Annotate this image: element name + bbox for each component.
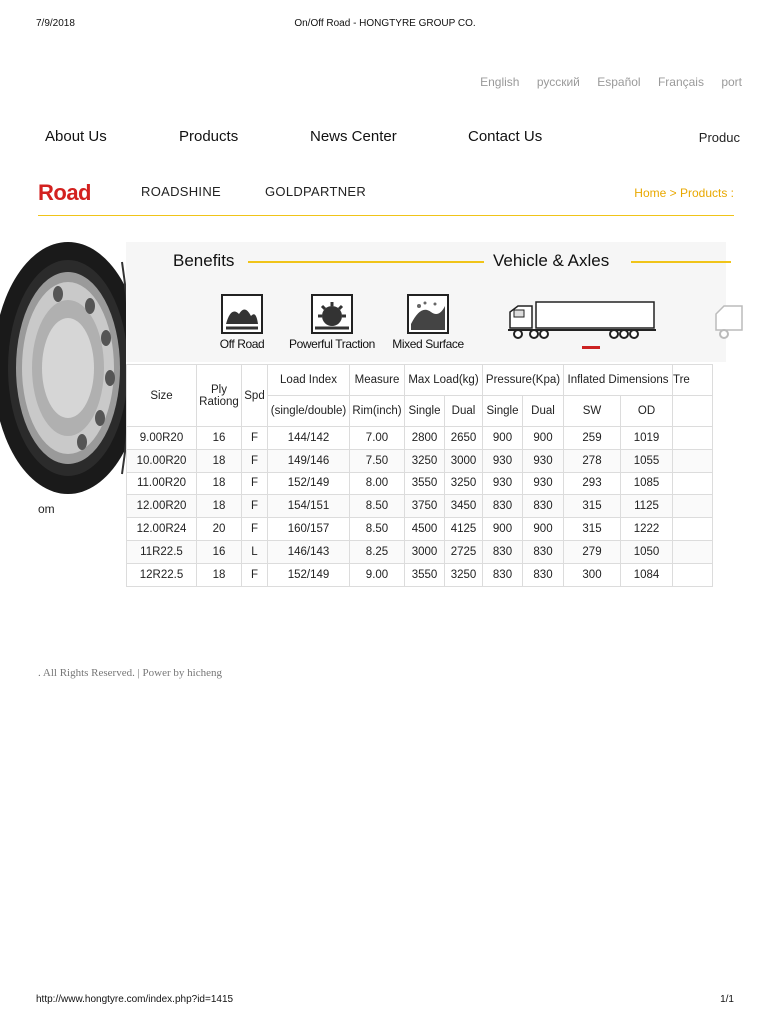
table-row: [127, 472, 713, 495]
table-row: [127, 495, 713, 518]
table-row: [127, 449, 713, 472]
cell-rim: 9.00: [350, 563, 405, 586]
site-footer: . All Rights Reserved. | Power by hicheng: [38, 667, 222, 679]
vehicle-axles-title: Vehicle & Axles: [493, 251, 610, 270]
cell-pressure-single: 930: [483, 472, 523, 495]
cell-size: 11R22.5: [127, 540, 197, 563]
cell-spd: F: [242, 427, 268, 450]
cell-max-single: 3250: [405, 449, 445, 472]
cell-sw: 315: [564, 518, 621, 541]
cell-tread: [673, 495, 713, 518]
table-row: [127, 540, 713, 563]
selected-vehicle-marker: [582, 346, 600, 349]
cell-sw: 300: [564, 563, 621, 586]
cell-rim: 8.50: [350, 495, 405, 518]
cell-load-index: 152/149: [268, 563, 350, 586]
nav-about-us[interactable]: About Us: [45, 128, 107, 145]
cell-od: 1125: [621, 495, 673, 518]
cell-size: 12R22.5: [127, 563, 197, 586]
main-nav: [38, 128, 740, 148]
cell-max-dual: 3450: [445, 495, 483, 518]
brand-roadshine[interactable]: ROADSHINE: [141, 184, 221, 199]
cell-rim: 7.00: [350, 427, 405, 450]
feature-powerful-traction: [284, 294, 380, 351]
cell-sw: 279: [564, 540, 621, 563]
lang-french[interactable]: Français: [657, 75, 704, 89]
header-spd: Spd: [242, 365, 268, 427]
header-load-index: Load Index: [268, 365, 350, 396]
cell-sw: 293: [564, 472, 621, 495]
feature-mixed-surface: [390, 294, 466, 351]
cell-pressure-single: 830: [483, 495, 523, 518]
vehicle-divider: [631, 261, 731, 263]
truck-cab-icon: [712, 298, 742, 342]
header-ply-rating: [197, 365, 242, 427]
spec-table: [126, 364, 713, 587]
table-row: [127, 518, 713, 541]
cell-ply: 20: [197, 518, 242, 541]
off-road-icon: [221, 294, 263, 334]
cell-max-dual: 3250: [445, 472, 483, 495]
cell-od: 1050: [621, 540, 673, 563]
cell-ply: 16: [197, 540, 242, 563]
semi-truck-icon: [506, 298, 658, 342]
cell-max-single: 3550: [405, 472, 445, 495]
cell-ply: 16: [197, 427, 242, 450]
nav-news-center[interactable]: News Center: [310, 128, 397, 145]
cell-ply: 18: [197, 472, 242, 495]
cell-max-dual: 3250: [445, 563, 483, 586]
spec-table-body: [127, 427, 713, 587]
feature-off-road: [212, 294, 272, 351]
header-measure: Measure: [350, 365, 405, 396]
cell-load-index: 152/149: [268, 472, 350, 495]
cell-ply: 18: [197, 449, 242, 472]
cell-pressure-dual: 930: [523, 472, 564, 495]
header-pressure-dual: Dual: [523, 396, 564, 427]
cell-pressure-single: 830: [483, 540, 523, 563]
cell-max-dual: 2725: [445, 540, 483, 563]
cell-spd: L: [242, 540, 268, 563]
cell-tread: [673, 540, 713, 563]
cell-pressure-dual: 930: [523, 449, 564, 472]
cell-pressure-dual: 830: [523, 495, 564, 518]
header-inflated-dimensions: Inflated Dimensions: [564, 365, 673, 396]
brand-row: [38, 180, 734, 216]
spec-table-header-row-1: [127, 365, 713, 396]
header-load-index-sub: (single/double): [268, 396, 350, 427]
header-max-load: Max Load(kg): [405, 365, 483, 396]
cell-od: 1222: [621, 518, 673, 541]
header-pressure-single: Single: [483, 396, 523, 427]
cell-rim: 8.00: [350, 472, 405, 495]
header-max-single: Single: [405, 396, 445, 427]
traction-icon: [311, 294, 353, 334]
header-od: OD: [621, 396, 673, 427]
cell-rim: 8.25: [350, 540, 405, 563]
cell-sw: 259: [564, 427, 621, 450]
cell-size: 11.00R20: [127, 472, 197, 495]
breadcrumb[interactable]: Home > Products :: [634, 186, 734, 200]
cell-spd: F: [242, 495, 268, 518]
cell-tread: [673, 563, 713, 586]
cell-ply: 18: [197, 563, 242, 586]
print-url: http://www.hongtyre.com/index.php?id=1415: [36, 994, 234, 1005]
nav-products[interactable]: Products: [179, 128, 239, 145]
cell-max-dual: 2650: [445, 427, 483, 450]
cell-size: 9.00R20: [127, 427, 197, 450]
lang-spanish[interactable]: Español: [597, 75, 641, 89]
cell-spd: F: [242, 518, 268, 541]
feature-off-road-label: Off Road: [219, 337, 265, 351]
spec-panel: [126, 242, 726, 588]
cell-ply: 18: [197, 495, 242, 518]
cell-load-index: 154/151: [268, 495, 350, 518]
cell-tread: [673, 449, 713, 472]
cell-max-single: 3550: [405, 563, 445, 586]
cell-pressure-single: 900: [483, 518, 523, 541]
lang-russian[interactable]: русский: [536, 75, 580, 89]
nav-products-search[interactable]: Produc: [698, 130, 740, 145]
print-page-title: On/Off Road - HONGTYRE GROUP CO.: [294, 18, 476, 29]
header-tread: Tre: [673, 365, 713, 396]
cell-sw: 315: [564, 495, 621, 518]
header-ply-line2: Rationg: [199, 395, 239, 408]
header-size: Size: [127, 365, 197, 427]
cell-tread: [673, 518, 713, 541]
cell-sw: 278: [564, 449, 621, 472]
header-rim-inch: Rim(inch): [350, 396, 405, 427]
benefits-title: Benefits: [173, 251, 235, 270]
header-max-dual: Dual: [445, 396, 483, 427]
cell-tread: [673, 472, 713, 495]
brand-logo[interactable]: Road: [38, 180, 91, 205]
print-footer: [36, 994, 734, 1008]
cell-max-single: 4500: [405, 518, 445, 541]
cell-od: 1085: [621, 472, 673, 495]
cell-rim: 7.50: [350, 449, 405, 472]
cell-load-index: 149/146: [268, 449, 350, 472]
print-header: [36, 18, 734, 32]
print-date: 7/9/2018: [36, 18, 75, 29]
cell-max-single: 3000: [405, 540, 445, 563]
cell-pressure-dual: 830: [523, 563, 564, 586]
cell-load-index: 146/143: [268, 540, 350, 563]
header-tread-sub: [673, 396, 713, 427]
language-bar: [466, 75, 742, 91]
cell-spd: F: [242, 563, 268, 586]
cell-pressure-dual: 900: [523, 427, 564, 450]
cell-size: 12.00R24: [127, 518, 197, 541]
cell-max-dual: 3000: [445, 449, 483, 472]
header-ply-line1: Ply: [211, 383, 227, 396]
cell-load-index: 160/157: [268, 518, 350, 541]
header-sw: SW: [564, 396, 621, 427]
table-row: [127, 563, 713, 586]
cell-spd: F: [242, 449, 268, 472]
cell-rim: 8.50: [350, 518, 405, 541]
table-row: [127, 427, 713, 450]
cell-size: 12.00R20: [127, 495, 197, 518]
lang-portuguese[interactable]: port: [721, 75, 742, 89]
nav-contact-us[interactable]: Contact Us: [468, 128, 543, 145]
feature-powerful-traction-label: Powerful Traction: [289, 337, 375, 351]
cell-od: 1055: [621, 449, 673, 472]
brand-goldpartner[interactable]: GOLDPARTNER: [265, 184, 367, 199]
cell-tread: [673, 427, 713, 450]
cell-max-single: 3750: [405, 495, 445, 518]
cell-load-index: 144/142: [268, 427, 350, 450]
print-page-number: 1/1: [720, 994, 734, 1005]
feature-mixed-surface-label: Mixed Surface: [392, 337, 464, 351]
cell-pressure-dual: 900: [523, 518, 564, 541]
cell-od: 1084: [621, 563, 673, 586]
cell-size: 10.00R20: [127, 449, 197, 472]
cell-max-dual: 4125: [445, 518, 483, 541]
benefits-divider: [248, 261, 484, 263]
side-text-fragment: om: [38, 502, 55, 516]
lang-english[interactable]: English: [480, 75, 520, 89]
mixed-surface-icon: [407, 294, 449, 334]
cell-od: 1019: [621, 427, 673, 450]
cell-pressure-single: 900: [483, 427, 523, 450]
cell-pressure-dual: 830: [523, 540, 564, 563]
cell-pressure-single: 930: [483, 449, 523, 472]
cell-pressure-single: 830: [483, 563, 523, 586]
cell-max-single: 2800: [405, 427, 445, 450]
header-pressure: Pressure(Kpa): [483, 365, 564, 396]
cell-spd: F: [242, 472, 268, 495]
